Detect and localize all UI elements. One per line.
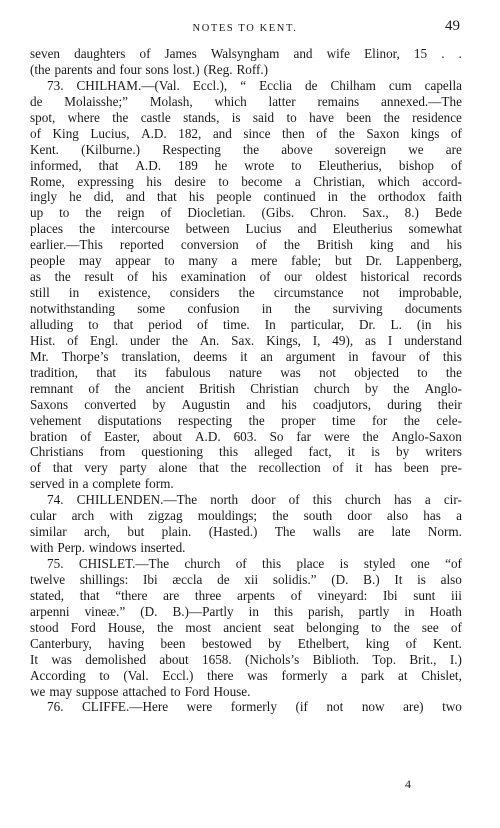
- text-line: 76. CLIFFE.—Here were formerly (if not now are) two: [47, 699, 462, 715]
- text-line: (the parents and four sons lost.) (Reg. Roff.): [30, 61, 269, 77]
- text-line: up to the reign of Diocletian. (Gibs. Chron. Sax., 8.) Bede: [30, 205, 462, 221]
- text-line: Mr. Thorpe’s translation, deems it an argument in favour of this: [30, 348, 462, 364]
- text-line: de Molaisshe;” Molash, which latter remains annexed.—The: [30, 93, 462, 109]
- text-line: of that very party alone that the recollection of it has been pre-: [30, 460, 462, 476]
- text-line: alluding to that period of time. In particular, Dr. L. (in his: [30, 316, 462, 332]
- text-line: similar arch, but plain. (Hasted.) The walls are late Norm.: [30, 524, 462, 540]
- text-line: According to (Val. Eccl.) there was formerly a park at Chislet,: [30, 667, 462, 683]
- text-line: remnant of the ancient British Christian church by the Anglo-: [30, 380, 462, 396]
- text-line: Hist. of Engl. under the An. Sax. Kings, I, 49), as I understand: [30, 332, 462, 348]
- text-line: with Perp. windows inserted.: [30, 540, 186, 556]
- text-line: seven daughters of James Walsyngham and wife Elinor, 15 . .: [30, 46, 462, 61]
- text-line: informed, that A.D. 189 he wrote to Eleutherius, bishop of: [30, 157, 462, 173]
- text-line: 73. CHILHAM.—(Val. Eccl.), “ Ecclia de Chilham cum capella: [47, 77, 462, 93]
- text-line: stood Ford House, the most ancient seat belonging to the see of: [30, 619, 462, 635]
- page-number: 49: [445, 18, 460, 34]
- text-line: ingly he did, and that his people continued in the orthodox faith: [30, 189, 462, 205]
- text-line: earlier.—This reported conversion of the British king and his: [30, 237, 462, 253]
- text-line: arpenni vineæ.” (D. B.)—Partly in this parish, partly in Hoath: [30, 603, 462, 619]
- text-line: 74. CHILLENDEN.—The north door of this church has a cir-: [47, 492, 462, 508]
- text-line: still in existence, considers the circumstance not improbable,: [30, 285, 462, 301]
- text-line: places the intercourse between Lucius and Eleutherius somewhat: [30, 221, 462, 237]
- text-line: as the result of his examination of our oldest historical records: [30, 269, 462, 285]
- text-line: Saxons converted by Augustin and his coadjutors, during their: [30, 396, 462, 412]
- text-line: twelve shillings: Ibi æccla de xii solidis.” (D. B.) It is also: [30, 571, 462, 587]
- text-line: tradition, that its fabulous nature was not objected to the: [30, 364, 462, 380]
- page-header: [30, 18, 460, 40]
- signature-mark: 4: [405, 777, 411, 791]
- text-line: Kent. (Kilburne.) Respecting the above sovereign we are: [30, 141, 462, 157]
- text-line: cular arch with zigzag mouldings; the south door also has a: [30, 508, 462, 524]
- text-line: we may suppose attached to Ford House.: [30, 683, 251, 699]
- running-head: NOTES TO KENT.: [192, 23, 298, 34]
- text-line: served in a complete form.: [30, 476, 174, 492]
- text-line: notwithstanding some confusion in the surviving documents: [30, 301, 462, 316]
- text-line: vehement disputations respecting the proper time for the cele-: [30, 412, 462, 428]
- text-line: stated, that “there are three arpents of vineyard: Ibi sunt iii: [30, 587, 462, 603]
- text-line: It was demolished about 1658. (Nichols’s Biblioth. Top. Brit., I.): [30, 651, 462, 667]
- text-line: Rome, expressing his desire to become a Christian, which accord-: [30, 173, 462, 189]
- text-line: bration of Easter, about A.D. 603. So far were the Anglo-Saxon: [30, 428, 462, 444]
- text-line: 75. CHISLET.—The church of this place is styled one “of: [47, 556, 462, 571]
- text-line: of King Lucius, A.D. 182, and since then of the Saxon kings of: [30, 125, 462, 141]
- body-text: [30, 46, 462, 715]
- text-line: Canterbury, having been bestowed by Ethelbert, king of Kent.: [30, 635, 462, 651]
- text-line: spot, where the castle stands, is said to have been the residence: [30, 109, 462, 125]
- text-line: people may appear to many a mere fable; but Dr. Lappenberg,: [30, 253, 462, 269]
- text-line: Christians from questioning this alleged fact, it is by writers: [30, 444, 462, 460]
